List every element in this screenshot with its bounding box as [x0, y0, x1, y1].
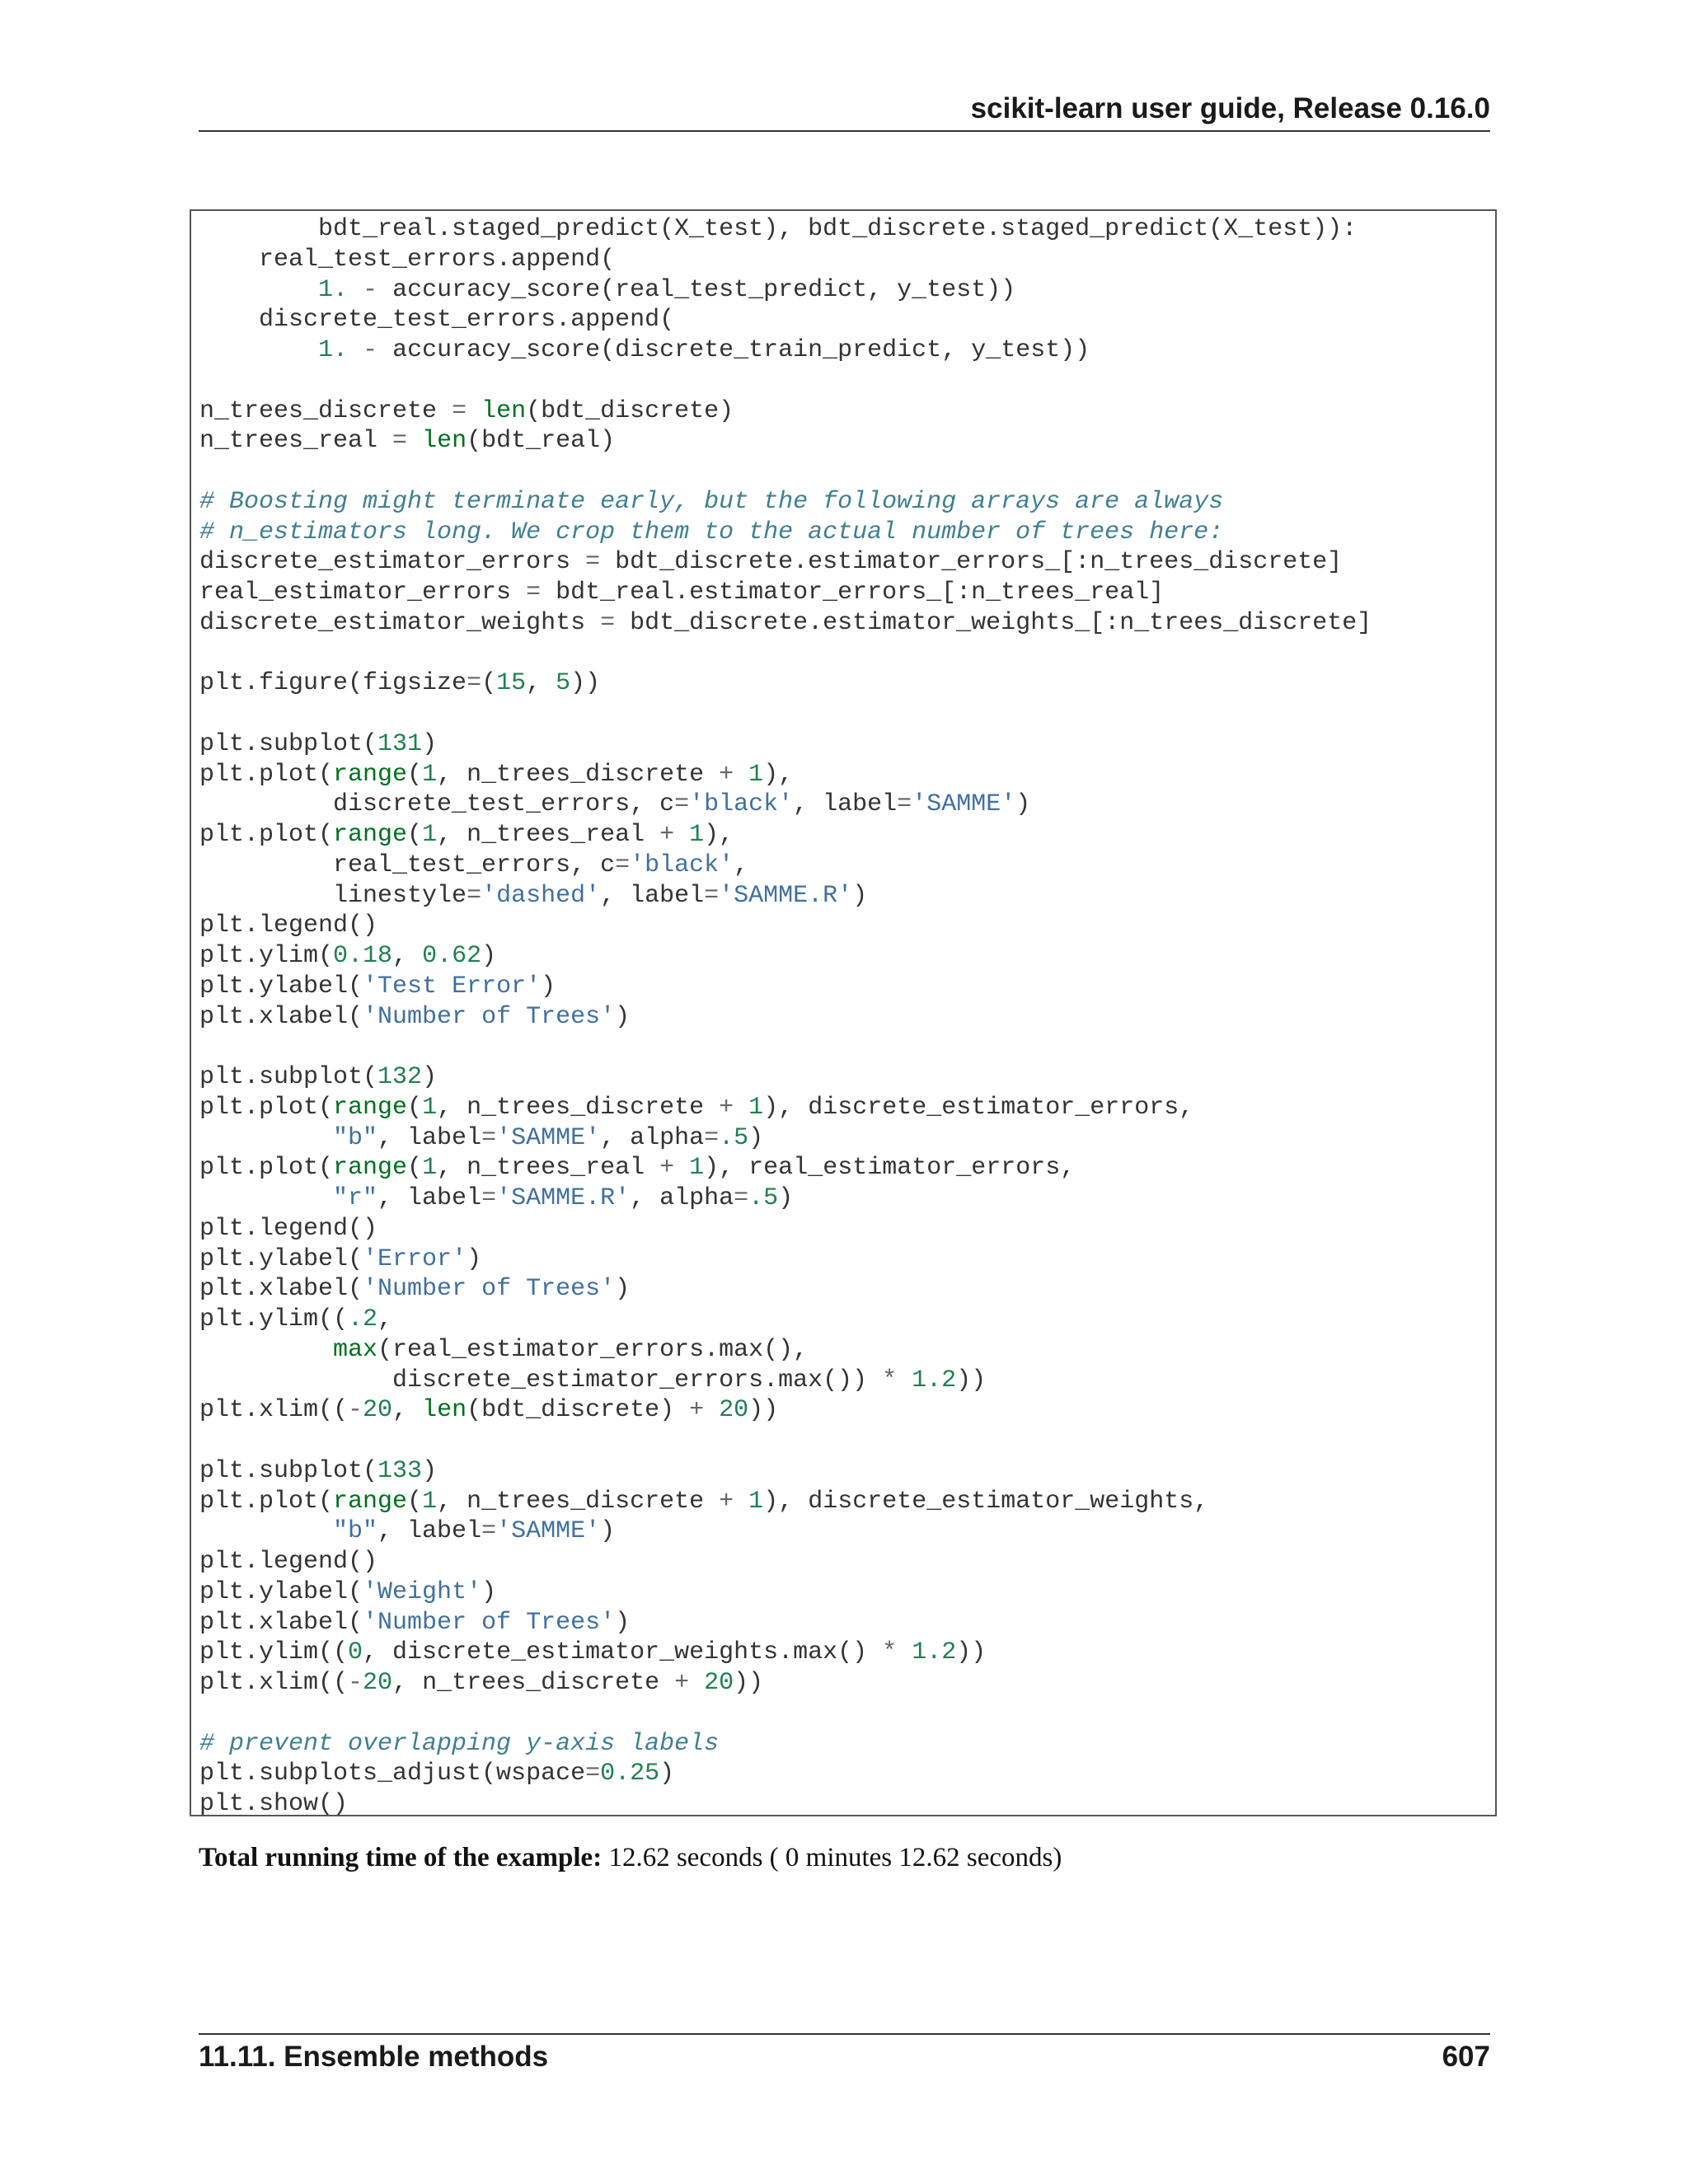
code-token: real_estimator_errors — [199, 579, 527, 607]
code-token: + — [659, 821, 675, 849]
code-token: ) — [481, 942, 497, 970]
code-line — [199, 457, 1372, 487]
code-token: bdt_real.estimator_errors_[:n_trees_real] — [541, 579, 1165, 607]
code-token: range — [333, 760, 408, 789]
code-line — [199, 1093, 1372, 1123]
code-token: plt.subplot( — [199, 729, 378, 758]
code-token: = — [526, 579, 542, 607]
code-token: , — [392, 942, 423, 970]
code-token: * — [882, 1638, 898, 1667]
code-line — [199, 1547, 1372, 1577]
code-token: = — [734, 1184, 749, 1212]
code-token: = — [392, 427, 408, 456]
code-line — [199, 1123, 1372, 1154]
code-token: ( — [407, 1487, 423, 1516]
code-token: , — [526, 669, 556, 698]
code-token: plt.legend() — [199, 912, 378, 940]
code-token: 'SAMME.R' — [719, 881, 853, 910]
code-token: 'SAMME' — [496, 1517, 601, 1546]
code-line — [199, 1002, 1372, 1033]
running-header-title: scikit-learn user guide, Release 0.16.0 — [970, 92, 1490, 124]
code-token: plt.subplot( — [199, 1456, 378, 1485]
code-token: .5 — [748, 1184, 779, 1212]
code-token: real_test_errors.append( — [199, 245, 616, 274]
code-token: )) — [734, 1669, 764, 1697]
code-line — [199, 1577, 1372, 1608]
code-token: n_trees_discrete — [199, 396, 452, 425]
code-token: ), real_estimator_errors, — [704, 1154, 1076, 1183]
code-token: 1 — [422, 821, 438, 849]
code-line — [199, 1335, 1372, 1366]
code-token: plt.legend() — [199, 1214, 378, 1243]
code-line — [199, 972, 1372, 1002]
code-token: len — [481, 396, 527, 425]
code-token: 'Test Error' — [363, 972, 542, 1001]
code-token: ) — [1015, 790, 1031, 819]
code-token: 0.25 — [600, 1760, 660, 1788]
code-token: - — [348, 1669, 363, 1697]
code-token: - — [363, 275, 378, 304]
code-token: ) — [422, 1456, 438, 1485]
code-line — [199, 1487, 1372, 1517]
code-token: plt.subplot( — [199, 1063, 378, 1091]
code-line — [199, 1395, 1372, 1426]
running-time-value: 12.62 seconds ( 0 minutes 12.62 seconds) — [602, 1843, 1062, 1872]
code-token: ), discrete_estimator_errors, — [763, 1093, 1194, 1122]
code-token: 0.18 — [333, 942, 393, 970]
code-line — [199, 820, 1372, 851]
code-token: plt.ylim(( — [199, 1638, 349, 1667]
code-token — [897, 1638, 912, 1666]
code-token — [689, 1669, 704, 1697]
code-token: )) — [748, 1396, 779, 1425]
code-token: plt.ylabel( — [199, 1244, 363, 1273]
code-token: ) — [422, 1063, 438, 1091]
footer-section-title: 11.11. Ensemble methods — [199, 2041, 549, 2073]
code-token: ) — [852, 881, 868, 910]
code-token: - — [348, 1396, 363, 1425]
code-token: , label — [377, 1517, 482, 1546]
code-line — [199, 1668, 1372, 1699]
code-token: ) — [615, 1608, 631, 1637]
code-token: plt.legend() — [199, 1548, 378, 1576]
code-token: bdt_discrete.estimator_errors_[:n_trees_discrete] — [600, 548, 1343, 577]
code-token: # prevent overlapping y-axis labels — [199, 1729, 720, 1758]
code-line — [199, 1366, 1372, 1396]
code-token: , — [392, 1396, 423, 1425]
code-token: 'Error' — [363, 1244, 467, 1273]
code-token: ) — [615, 1002, 631, 1031]
code-token — [199, 1184, 333, 1212]
code-token: ) — [600, 1517, 616, 1546]
code-token: plt.xlabel( — [199, 1275, 363, 1304]
code-token: accuracy_score(real_test_predict, y_test)) — [377, 275, 1016, 304]
header-divider — [199, 130, 1490, 132]
code-line — [199, 1789, 1372, 1816]
code-line — [199, 729, 1372, 760]
code-token: ) — [422, 729, 438, 758]
code-token: "r" — [333, 1184, 378, 1212]
code-token: plt.ylabel( — [199, 1577, 363, 1606]
code-line — [199, 1153, 1372, 1183]
code-token: 1 — [689, 1154, 705, 1183]
code-token: 1 — [748, 1487, 764, 1516]
code-token: discrete_estimator_errors — [199, 548, 586, 577]
code-token: ) — [615, 1275, 631, 1304]
code-token: 133 — [377, 1456, 423, 1485]
code-token: 15 — [496, 669, 527, 698]
code-block — [190, 209, 1497, 1816]
code-line — [199, 760, 1372, 790]
code-token: 20 — [704, 1669, 734, 1697]
code-line — [199, 1214, 1372, 1244]
code-token: max — [333, 1335, 378, 1364]
code-token: = — [481, 1517, 497, 1546]
code-token: = — [467, 669, 482, 698]
code-token — [199, 1517, 333, 1545]
code-token — [897, 1366, 912, 1394]
code-token: plt.plot( — [199, 821, 334, 849]
code-token: 20 — [363, 1396, 393, 1425]
code-token: plt.xlabel( — [199, 1608, 363, 1637]
code-token: (bdt_discrete) — [467, 1396, 690, 1425]
running-time-label: Total running time of the example: — [199, 1843, 603, 1872]
code-token: plt.subplots_adjust(wspace — [199, 1760, 586, 1788]
code-token: # n_estimators long. We crop them to the actual number of trees here: — [199, 518, 1224, 546]
code-token: 1.2 — [912, 1638, 957, 1667]
code-token: range — [333, 1093, 408, 1122]
code-line — [199, 366, 1372, 396]
code-token: , label — [793, 790, 898, 819]
code-token: ( — [407, 1154, 423, 1183]
code-token: "b" — [333, 1517, 378, 1546]
code-token: , discrete_estimator_weights.max() — [363, 1638, 883, 1667]
code-token — [674, 821, 689, 849]
code-line — [199, 608, 1372, 639]
code-token: plt.xlim(( — [199, 1396, 349, 1425]
code-token: 'Number of Trees' — [363, 1608, 616, 1637]
code-line — [199, 1032, 1372, 1062]
code-token: bdt_real.staged_predict(X_test), bdt_discrete.staged_predict(X_test)): — [199, 215, 1357, 243]
code-line — [199, 941, 1372, 972]
code-token: plt.figure(figsize — [199, 669, 467, 698]
code-token: * — [882, 1366, 898, 1394]
code-token: , label — [600, 881, 705, 910]
code-token: plt.ylim( — [199, 942, 334, 970]
code-token: = — [600, 608, 616, 637]
code-line — [199, 487, 1372, 518]
code-line — [199, 1426, 1372, 1456]
code-token — [467, 397, 481, 425]
code-token: , — [377, 1305, 393, 1333]
code-line — [199, 305, 1372, 335]
code-token: 'dashed' — [481, 881, 601, 910]
code-token: 1. — [318, 336, 349, 364]
code-token: = — [585, 1760, 601, 1788]
code-line — [199, 426, 1372, 457]
code-token: )) — [570, 669, 601, 698]
footer-divider — [199, 2033, 1490, 2035]
code-token: 1 — [422, 1093, 438, 1122]
code-token — [407, 427, 422, 455]
code-line — [199, 1062, 1372, 1093]
code-line — [199, 851, 1372, 881]
code-token: , n_trees_discrete — [437, 1093, 720, 1122]
code-token: .2 — [348, 1305, 378, 1333]
code-token: range — [333, 1487, 408, 1516]
code-token — [734, 761, 748, 789]
code-token: )) — [956, 1366, 987, 1394]
code-token: discrete_test_errors, c — [199, 790, 675, 819]
code-token: 1 — [748, 760, 764, 789]
code-token: plt.ylabel( — [199, 972, 363, 1001]
code-token: plt.plot( — [199, 760, 334, 789]
code-token: = — [467, 881, 482, 910]
code-token: 1. — [318, 275, 349, 304]
code-token — [199, 336, 318, 364]
code-token: plt.plot( — [199, 1154, 334, 1183]
code-line — [199, 639, 1372, 669]
code-line — [199, 245, 1372, 275]
code-line — [199, 1759, 1372, 1789]
code-token: , label — [377, 1123, 482, 1152]
code-token: ), discrete_estimator_weights, — [763, 1487, 1209, 1516]
code-line — [199, 1244, 1372, 1275]
code-line — [199, 396, 1372, 427]
code-line — [199, 1183, 1372, 1214]
code-token: = — [897, 790, 912, 819]
code-line — [199, 1608, 1372, 1638]
code-token: 20 — [719, 1396, 749, 1425]
code-token: ) — [467, 1244, 482, 1273]
code-line — [199, 547, 1372, 578]
code-token: ( — [407, 760, 423, 789]
code-token: 'SAMME.R' — [496, 1184, 631, 1212]
code-line — [199, 1729, 1372, 1760]
code-token: , — [734, 851, 749, 879]
code-token: - — [363, 336, 378, 364]
code-token: ( — [407, 821, 423, 849]
code-token: 0 — [348, 1638, 363, 1667]
code-line — [199, 668, 1372, 699]
code-token — [199, 1124, 333, 1152]
code-token: 'black' — [630, 851, 734, 879]
code-token: = — [704, 881, 720, 910]
code-token: 20 — [363, 1669, 393, 1697]
code-token: 'Weight' — [363, 1577, 482, 1606]
code-token: 'Number of Trees' — [363, 1002, 616, 1031]
code-token: ) — [541, 972, 556, 1001]
code-token: range — [333, 1154, 408, 1183]
code-token: = — [615, 851, 631, 879]
code-line — [199, 275, 1372, 306]
code-token: = — [481, 1184, 497, 1212]
code-token: plt.ylim(( — [199, 1305, 349, 1333]
code-token: = — [585, 548, 601, 577]
code-token: 131 — [377, 729, 423, 758]
code-token: + — [659, 1154, 675, 1183]
code-token — [734, 1094, 748, 1122]
code-token: range — [333, 821, 408, 849]
code-token: 'SAMME' — [496, 1123, 601, 1152]
code-token: , alpha — [600, 1123, 705, 1152]
code-token: , label — [377, 1184, 482, 1212]
code-token: 132 — [377, 1063, 423, 1091]
code-token: discrete_estimator_weights — [199, 608, 601, 637]
code-line — [199, 578, 1372, 608]
code-token: = — [704, 1123, 720, 1152]
code-line — [199, 1516, 1372, 1547]
code-token: plt.plot( — [199, 1093, 334, 1122]
code-token: plt.show() — [199, 1790, 349, 1816]
code-token: 5 — [556, 669, 571, 698]
code-token: 0.62 — [422, 942, 482, 970]
code-token: 1 — [422, 760, 438, 789]
code-line — [199, 1305, 1372, 1335]
code-token: len — [422, 1396, 467, 1425]
code-token: 1 — [422, 1154, 438, 1183]
code-line — [199, 335, 1372, 366]
code-token — [674, 1154, 689, 1182]
code-line — [199, 790, 1372, 820]
code-line — [199, 1638, 1372, 1668]
code-token: bdt_discrete.estimator_weights_[:n_trees_discrete] — [615, 608, 1372, 637]
code-token: n_trees_real — [199, 427, 393, 456]
code-line — [199, 1699, 1372, 1729]
code-token: 1 — [689, 821, 705, 849]
code-token: accuracy_score(discrete_train_predict, y_test)) — [377, 336, 1090, 364]
code-token: , n_trees_real — [437, 1154, 660, 1183]
code-token: , n_trees_discrete — [392, 1669, 675, 1697]
code-token: + — [689, 1396, 705, 1425]
code-token — [199, 276, 318, 304]
code-token: ) — [659, 1760, 675, 1788]
code-token: ( — [481, 669, 497, 698]
code-token: (real_estimator_errors.max(), — [377, 1335, 809, 1364]
code-token: 'black' — [689, 790, 794, 819]
code-line — [199, 699, 1372, 729]
code-token: 1 — [748, 1093, 764, 1122]
code-token: 1.2 — [912, 1366, 957, 1394]
code-token: ), — [704, 821, 734, 849]
code-token — [704, 1396, 719, 1424]
code-listing — [199, 214, 1372, 1816]
code-line — [199, 1456, 1372, 1487]
code-token: + — [674, 1669, 690, 1697]
code-token: , alpha — [630, 1184, 734, 1212]
code-token: , n_trees_discrete — [437, 1487, 720, 1516]
code-token: = — [452, 396, 467, 425]
code-token: , n_trees_discrete — [437, 760, 720, 789]
code-token: 'SAMME' — [912, 790, 1016, 819]
code-token — [348, 336, 363, 364]
code-token: ( — [407, 1093, 423, 1122]
code-line — [199, 214, 1372, 245]
code-token: linestyle — [199, 881, 467, 910]
code-token: discrete_estimator_errors.max()) — [199, 1366, 883, 1394]
code-token: 1 — [422, 1487, 438, 1516]
running-time-note — [199, 1843, 1062, 1873]
code-token: # Boosting might terminate early, but the following arrays are always — [199, 487, 1224, 516]
page-number: 607 — [1442, 2041, 1490, 2073]
code-token: ), — [763, 760, 794, 789]
code-token: (bdt_real) — [467, 427, 616, 456]
code-token: ) — [481, 1577, 497, 1606]
code-line — [199, 911, 1372, 941]
code-token — [348, 276, 363, 304]
code-token — [199, 1336, 333, 1364]
code-token: (bdt_discrete) — [526, 396, 734, 425]
code-token: "b" — [333, 1123, 378, 1152]
code-token: real_test_errors, c — [199, 851, 616, 879]
code-line — [199, 518, 1372, 548]
code-token: = — [674, 790, 690, 819]
code-token: plt.plot( — [199, 1487, 334, 1516]
code-token: + — [719, 1093, 734, 1122]
code-token: ) — [778, 1184, 794, 1212]
code-token: plt.xlabel( — [199, 1002, 363, 1031]
code-line — [199, 881, 1372, 912]
code-token: , n_trees_real — [437, 821, 660, 849]
code-token: discrete_test_errors.append( — [199, 306, 675, 335]
code-token: ) — [748, 1123, 764, 1152]
code-token: .5 — [719, 1123, 749, 1152]
code-token: )) — [956, 1638, 987, 1667]
code-token: 'Number of Trees' — [363, 1275, 616, 1304]
code-token: = — [481, 1123, 497, 1152]
code-token: + — [719, 1487, 734, 1516]
code-line — [199, 1274, 1372, 1305]
code-token: plt.xlim(( — [199, 1669, 349, 1697]
code-token: len — [422, 427, 467, 456]
code-token — [734, 1488, 748, 1516]
code-token: + — [719, 760, 734, 789]
